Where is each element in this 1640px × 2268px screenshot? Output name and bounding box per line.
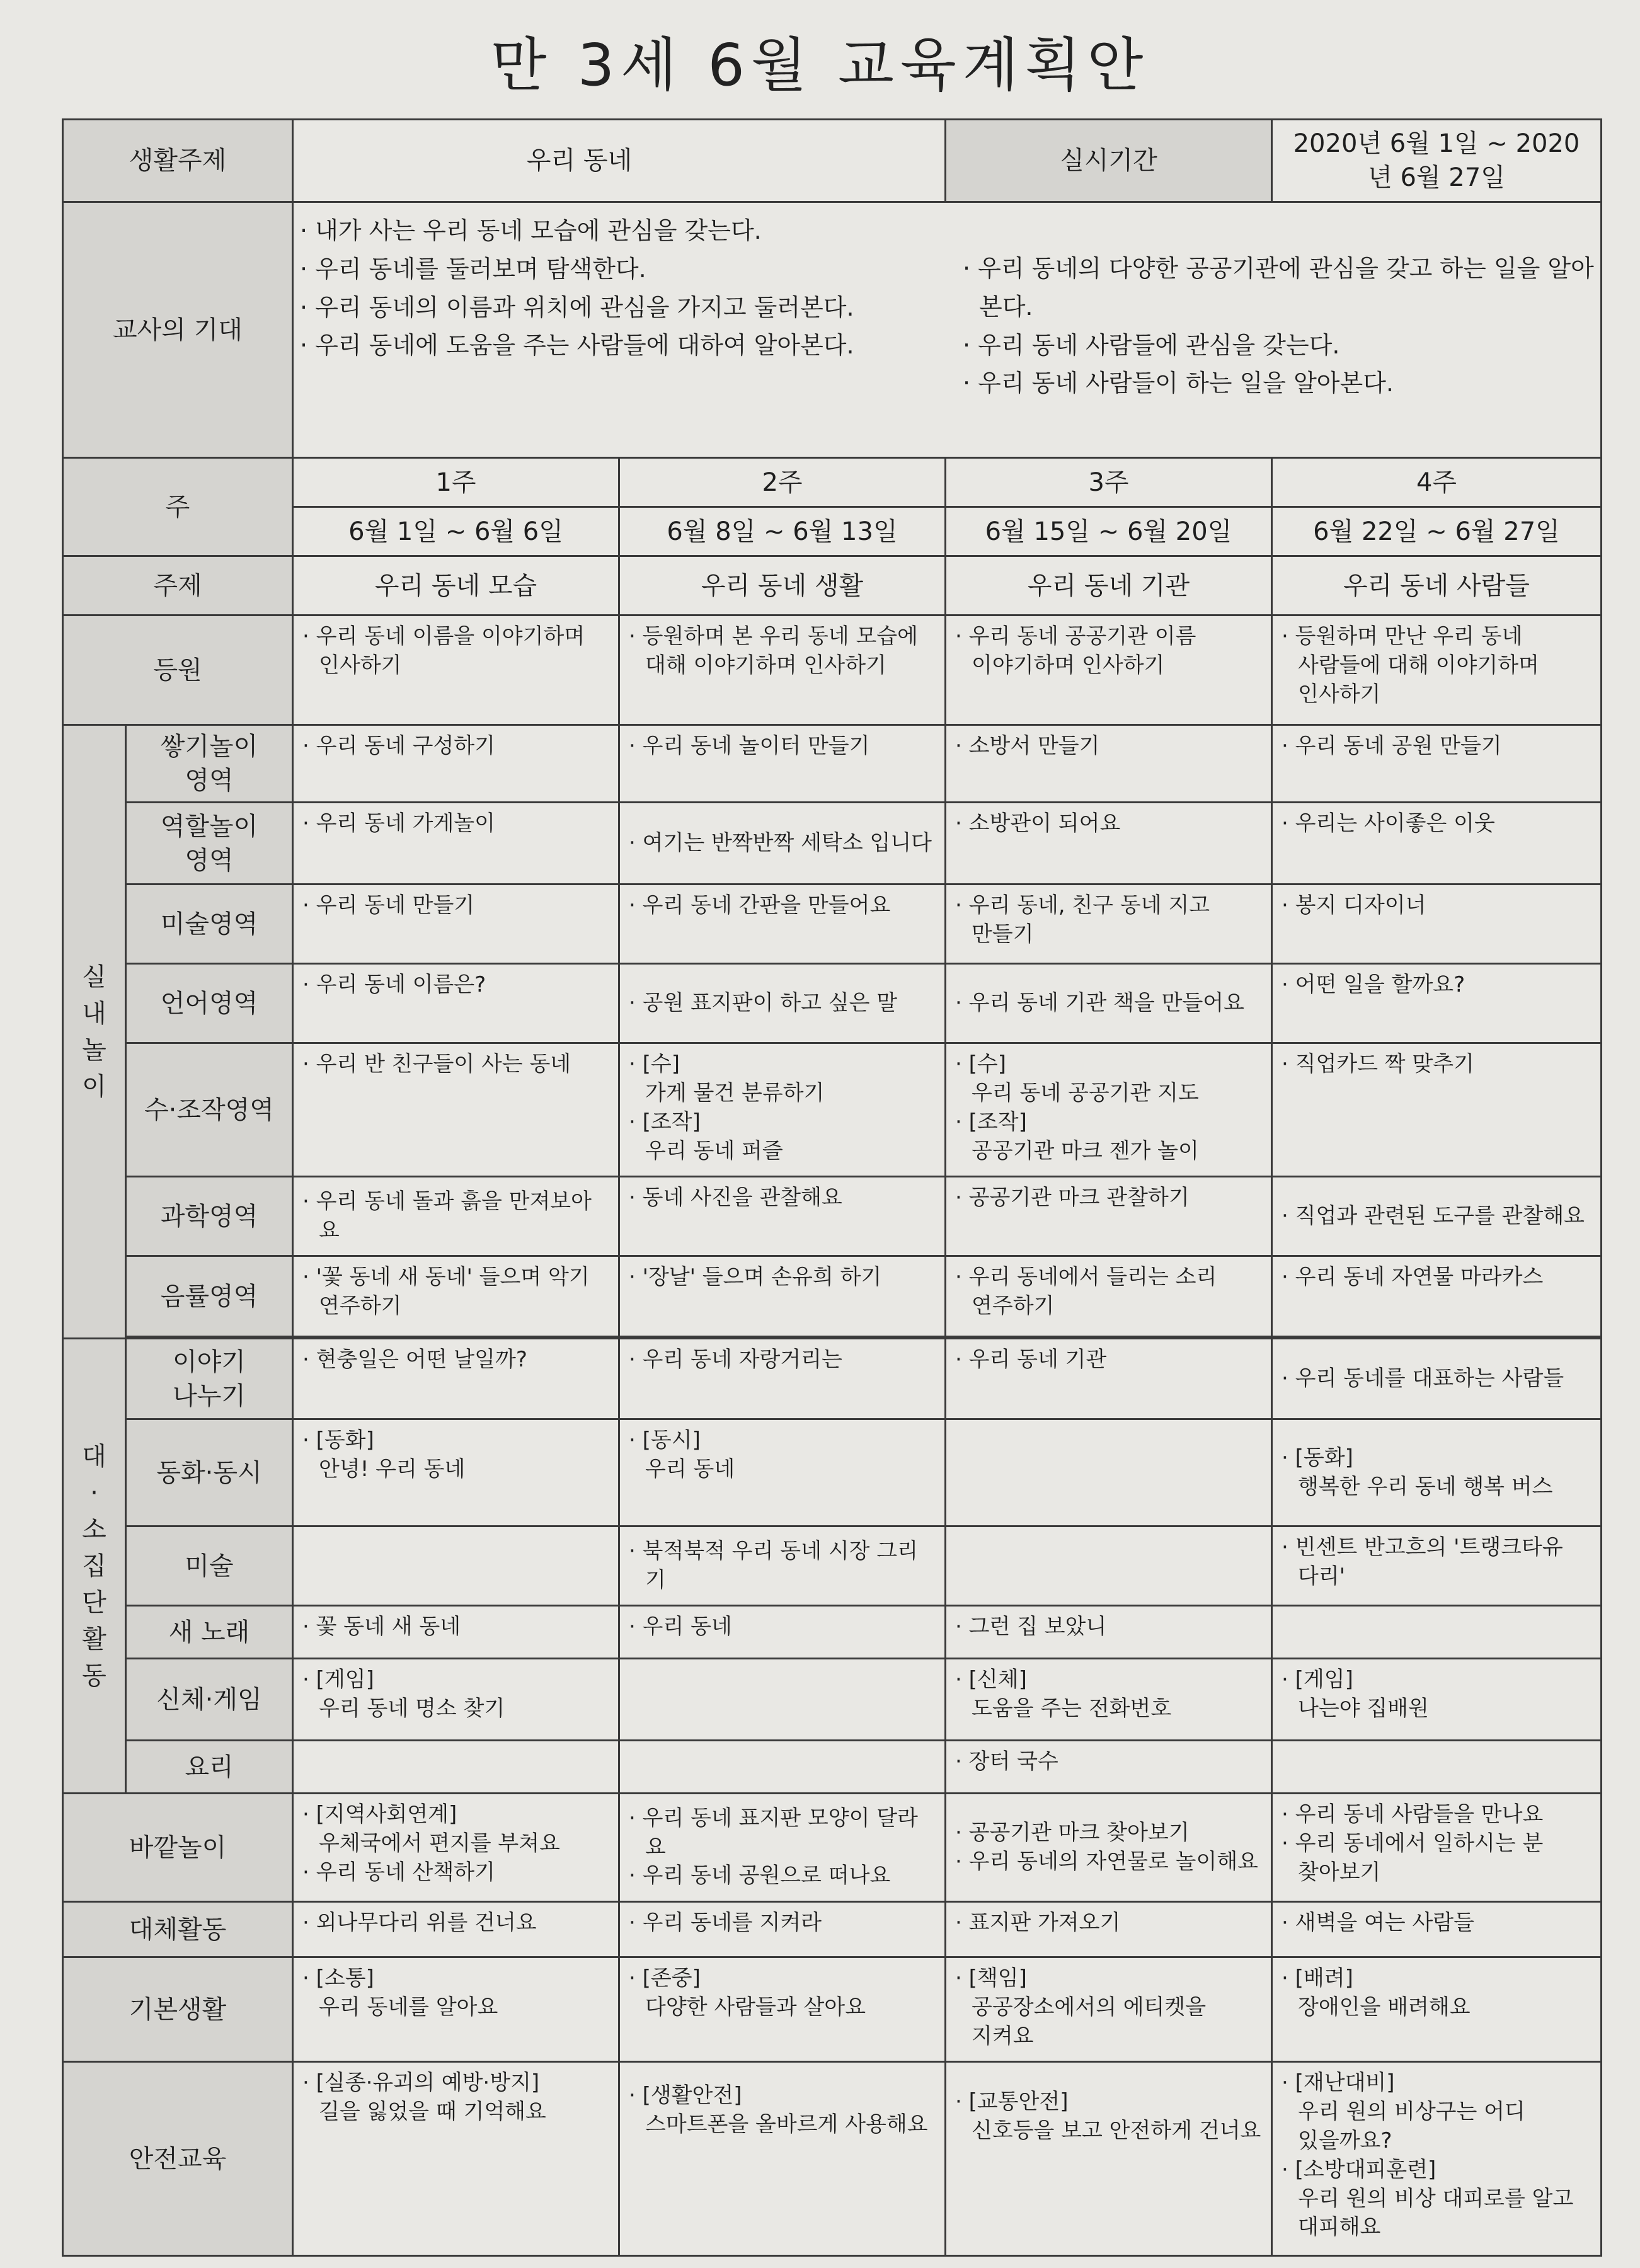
cell <box>946 803 1272 885</box>
cell <box>619 1606 946 1659</box>
row-art2 <box>63 1526 1602 1606</box>
cell-item: · 우리 동네 <box>629 1613 936 1642</box>
row-song <box>63 1606 1602 1659</box>
cell <box>619 1659 946 1741</box>
expectation-item: · 우리 동네를 둘러보며 탐색한다. <box>300 250 931 289</box>
row-block <box>63 725 1602 803</box>
cell-item: · 우리 동네 놀이터 만들기 <box>629 732 936 761</box>
cell-item: · [실종·유괴의 예방·방지] 길을 잃었을 때 기억해요 <box>302 2069 609 2127</box>
cell <box>293 1794 619 1902</box>
cell <box>619 2062 946 2256</box>
row-label: 기본생활 <box>63 1957 293 2062</box>
cell-item: · [동시] 우리 동네 <box>629 1426 936 1484</box>
cell <box>293 1043 619 1177</box>
cell-item: · '꽃 동네 새 동네' 들으며 악기 연주하기 <box>302 1263 609 1321</box>
cell <box>1272 885 1602 964</box>
cell <box>293 964 619 1043</box>
cell <box>1272 1659 1602 1741</box>
row-science <box>63 1177 1602 1256</box>
week-label: 주 <box>63 458 293 556</box>
row-label: 수·조작영역 <box>126 1043 293 1177</box>
cell-item: · 어떤 일을 할까요? <box>1282 971 1591 1000</box>
cell-item: · 등원하며 본 우리 동네 모습에 대해 이야기하며 인사하기 <box>629 622 936 680</box>
cell-item: · 우리 동네 자랑거리는 <box>629 1346 936 1375</box>
cell <box>1272 2062 1602 2256</box>
cell-item: · [재난대비] 우리 원의 비상구는 어디 있을까요? <box>1282 2069 1591 2156</box>
cell-item: · 우리 동네 이름을 이야기하며 인사하기 <box>302 622 609 680</box>
cell <box>293 1741 619 1794</box>
cell-item: · [생활안전] 스마트폰을 올바르게 사용해요 <box>629 2082 936 2139</box>
cell <box>619 1957 946 2062</box>
cell-item: · 봉지 디자이너 <box>1282 891 1591 920</box>
cell-item: · [배려] 장애인을 배려해요 <box>1282 1964 1591 2022</box>
cell-item: · 꽃 동네 새 동네 <box>302 1613 609 1642</box>
row-label: 바깥놀이 <box>63 1794 293 1902</box>
cell-item: · [게임] 나는야 집배원 <box>1282 1666 1591 1724</box>
expectation-content <box>293 202 1602 458</box>
cell-item: · [교통안전] 신호등을 보고 안전하게 건너요 <box>955 2088 1262 2146</box>
row-story <box>63 1419 1602 1526</box>
cell-item: · [조작] 우리 동네 퍼즐 <box>629 1108 936 1166</box>
cell-item: · 직업카드 짝 맞추기 <box>1282 1050 1591 1079</box>
cell-item: · [소방대피훈련] 우리 원의 비상 대피로를 알고 대피해요 <box>1282 2156 1591 2243</box>
cell <box>619 616 946 725</box>
cell <box>1272 1419 1602 1526</box>
cell <box>946 616 1272 725</box>
row-label: 등원 <box>63 616 293 725</box>
cell <box>619 725 946 803</box>
cell-item: · 소방관이 되어요 <box>955 810 1262 839</box>
cell-item: · 공공기관 마크 관찰하기 <box>955 1184 1262 1213</box>
cell <box>946 1902 1272 1957</box>
cell <box>619 1741 946 1794</box>
row-label: 쌓기놀이 영역 <box>126 725 293 803</box>
cell <box>619 1526 946 1606</box>
cell-item: · [수] 우리 동네 공공기관 지도 <box>955 1050 1262 1108</box>
cell <box>1272 1177 1602 1256</box>
week-dates: 6월 22일 ~ 6월 27일 <box>1272 507 1602 556</box>
cell <box>946 1177 1272 1256</box>
cell-item: · 우리 동네 표지판 모양이 달라요 <box>629 1804 936 1862</box>
cell-item: · 우리 동네 이름은? <box>302 971 609 1000</box>
cell-item: · 우리 동네에서 들리는 소리 연주하기 <box>955 1263 1262 1321</box>
cell <box>1272 1606 1602 1659</box>
row-basic <box>63 1957 1602 2062</box>
cell-item: · 등원하며 만난 우리 동네 사람들에 대해 이야기하며 인사하기 <box>1282 622 1591 709</box>
cell <box>946 1606 1272 1659</box>
cell-item: · 공원 표지판이 하고 싶은 말 <box>629 989 936 1018</box>
cell-item: · 우리 동네, 친구 동네 지고 만들기 <box>955 891 1262 949</box>
cell <box>619 1419 946 1526</box>
row-game <box>63 1659 1602 1741</box>
cell-item: · [존중] 다양한 사람들과 살아요 <box>629 1964 936 2022</box>
cell-item: · 우리 동네의 자연물로 놀이해요 <box>955 1848 1262 1877</box>
cell-item: · [동화] 행복한 우리 동네 행복 버스 <box>1282 1444 1591 1502</box>
theme-label: 생활주제 <box>63 120 293 202</box>
row-math <box>63 1043 1602 1177</box>
cell-item: · 우리 동네 기관 <box>955 1346 1262 1375</box>
cell <box>619 1339 946 1419</box>
cell-item: · 우리 동네 기관 책을 만들어요 <box>955 989 1262 1018</box>
cell-item: · 동네 사진을 관찰해요 <box>629 1184 936 1213</box>
cell-item: · 우리 동네 가게놀이 <box>302 810 609 839</box>
cell <box>946 1659 1272 1741</box>
cell-item: · 우리 동네 사람들을 만나요 <box>1282 1801 1591 1830</box>
cell-item: · 우리는 사이좋은 이웃 <box>1282 810 1591 839</box>
cell-item: · 우리 동네 자연물 마라카스 <box>1282 1263 1591 1292</box>
cell <box>293 1177 619 1256</box>
group-label-group <box>63 1339 126 1794</box>
cell-item: · 우리 동네 간판을 만들어요 <box>629 891 936 920</box>
row-label: 신체·게임 <box>126 1659 293 1741</box>
theme-value: 우리 동네 <box>293 120 946 202</box>
topic-value: 우리 동네 모습 <box>293 556 619 616</box>
row-label: 언어영역 <box>126 964 293 1043</box>
cell <box>946 1526 1272 1606</box>
cell-item: · [책임] 공공장소에서의 에티켓을 지켜요 <box>955 1964 1262 2051</box>
cell-item: · 직업과 관련된 도구를 관찰해요 <box>1282 1202 1591 1231</box>
cell-item: · 새벽을 여는 사람들 <box>1282 1909 1591 1938</box>
cell-item: · 우리 동네 구성하기 <box>302 732 609 761</box>
cell <box>946 1419 1272 1526</box>
expectation-item: · 내가 사는 우리 동네 모습에 관심을 갖는다. <box>300 212 931 250</box>
cell <box>1272 1339 1602 1419</box>
header-row <box>63 120 1602 202</box>
cell <box>1272 1741 1602 1794</box>
row-role <box>63 803 1602 885</box>
week-name: 1주 <box>293 458 619 507</box>
row-cook <box>63 1741 1602 1794</box>
cell-item: · 우리 동네 산책하기 <box>302 1858 609 1887</box>
cell-item: · 우리 동네 돌과 흙을 만져보아요 <box>302 1188 609 1246</box>
week-name: 3주 <box>946 458 1272 507</box>
cell <box>619 1256 946 1337</box>
row-label: 안전교육 <box>63 2062 293 2256</box>
cell <box>946 1741 1272 1794</box>
topic-value: 우리 동네 기관 <box>946 556 1272 616</box>
cell <box>293 1659 619 1741</box>
cell <box>293 1957 619 2062</box>
cell-item: · 우리 동네를 대표하는 사람들 <box>1282 1365 1591 1394</box>
cell-item: · 표지판 가져오기 <box>955 1909 1262 1938</box>
cell-item: · [동화] 안녕! 우리 동네 <box>302 1426 609 1484</box>
row-safety <box>63 2062 1602 2256</box>
cell-item: · 빈센트 반고흐의 '트랭크타유 다리' <box>1282 1533 1591 1591</box>
row-label: 동화·동시 <box>126 1419 293 1526</box>
cell <box>619 1177 946 1256</box>
topic-value: 우리 동네 생활 <box>619 556 946 616</box>
cell <box>293 2062 619 2256</box>
cell <box>946 885 1272 964</box>
cell <box>946 725 1272 803</box>
week-dates: 6월 15일 ~ 6월 20일 <box>946 507 1272 556</box>
period-label: 실시기간 <box>946 120 1272 202</box>
cell-item: · 현충일은 어떤 날일까? <box>302 1346 609 1375</box>
cell <box>619 1902 946 1957</box>
cell <box>1272 1957 1602 2062</box>
group-label-indoor <box>63 725 126 1339</box>
cell <box>1272 616 1602 725</box>
row-talk <box>63 1339 1602 1419</box>
row-label: 대체활동 <box>63 1902 293 1957</box>
cell <box>293 616 619 725</box>
row-label: 미술 <box>126 1526 293 1606</box>
row-music <box>63 1256 1602 1337</box>
cell <box>1272 1526 1602 1606</box>
cell <box>293 885 619 964</box>
row-arrival <box>63 616 1602 725</box>
row-language <box>63 964 1602 1043</box>
expectation-row <box>63 202 1602 458</box>
week-dates: 6월 8일 ~ 6월 13일 <box>619 507 946 556</box>
cell <box>293 1419 619 1526</box>
period-value: 2020년 6월 1일 ~ 2020년 6월 27일 <box>1272 120 1602 202</box>
expectation-item: · 우리 동네의 이름과 위치에 관심을 가지고 둘러본다. <box>300 289 931 327</box>
cell-item: · 그런 집 보았니 <box>955 1613 1262 1642</box>
cell-item: · [게임] 우리 동네 명소 찾기 <box>302 1666 609 1724</box>
cell <box>619 803 946 885</box>
cell <box>293 1256 619 1337</box>
cell <box>946 964 1272 1043</box>
cell-item: · 우리 동네를 지켜라 <box>629 1909 936 1938</box>
cell-item: · 외나무다리 위를 건너요 <box>302 1909 609 1938</box>
cell <box>946 1957 1272 2062</box>
cell-item: · '장날' 들으며 손유희 하기 <box>629 1263 936 1292</box>
cell-item: · 우리 동네 공원으로 떠나요 <box>629 1862 936 1891</box>
week-name: 4주 <box>1272 458 1602 507</box>
cell-item: · 우리 동네에서 일하시는 분 찾아보기 <box>1282 1830 1591 1887</box>
group-label-text: 대·소집단활동 <box>82 1441 106 1690</box>
cell <box>293 1606 619 1659</box>
cell <box>1272 1794 1602 1902</box>
cell <box>619 964 946 1043</box>
cell <box>1272 1043 1602 1177</box>
cell-item: · 공공기관 마크 찾아보기 <box>955 1819 1262 1848</box>
cell <box>946 1256 1272 1337</box>
row-label: 새 노래 <box>126 1606 293 1659</box>
row-label: 이야기 나누기 <box>126 1339 293 1419</box>
row-label: 과학영역 <box>126 1177 293 1256</box>
cell-item: · [조작] 공공기관 마크 젠가 놀이 <box>955 1108 1262 1166</box>
cell <box>946 1339 1272 1419</box>
week-row <box>63 458 1602 507</box>
cell-item: · 우리 동네 만들기 <box>302 891 609 920</box>
cell <box>293 803 619 885</box>
cell-item: · 소방서 만들기 <box>955 732 1262 761</box>
cell <box>293 1339 619 1419</box>
cell <box>619 1794 946 1902</box>
expectation-item: · 우리 동네의 다양한 공공기관에 관심을 갖고 하는 일을 알아본다. <box>963 249 1594 326</box>
row-outdoor <box>63 1794 1602 1902</box>
expectation-item: · 우리 동네 사람들이 하는 일을 알아본다. <box>963 364 1594 403</box>
cell-item: · 우리 반 친구들이 사는 동네 <box>302 1050 609 1079</box>
cell-item: · [수] 가게 물건 분류하기 <box>629 1050 936 1108</box>
cell <box>1272 1902 1602 1957</box>
week-dates: 6월 1일 ~ 6월 6일 <box>293 507 619 556</box>
cell-item: · [신체] 도움을 주는 전화번호 <box>955 1666 1262 1724</box>
cell-item: · [소통] 우리 동네를 알아요 <box>302 1964 609 2022</box>
expectation-item: · 우리 동네에 도움을 주는 사람들에 대하여 알아본다. <box>300 326 931 365</box>
expectation-item: · 우리 동네 사람들에 관심을 갖는다. <box>963 326 1594 365</box>
cell-item: · [지역사회연계] 우체국에서 편지를 부쳐요 <box>302 1801 609 1858</box>
cell <box>946 2062 1272 2256</box>
cell <box>1272 803 1602 885</box>
expectation-label: 교사의 기대 <box>63 202 293 458</box>
row-art <box>63 885 1602 964</box>
plan-table <box>62 118 1602 2257</box>
cell <box>293 1526 619 1606</box>
cell <box>619 1043 946 1177</box>
group-label-text: 실내놀이 <box>82 962 106 1101</box>
page-title: 만 3세 6월 교육계획안 <box>490 32 1150 99</box>
cell-item: · 여기는 반짝반짝 세탁소 입니다 <box>629 829 936 858</box>
cell-item: · 우리 동네 공원 만들기 <box>1282 732 1591 761</box>
row-label: 역할놀이 영역 <box>126 803 293 885</box>
week-date-row <box>63 507 1602 556</box>
cell <box>1272 1256 1602 1337</box>
cell <box>1272 725 1602 803</box>
cell <box>1272 964 1602 1043</box>
cell-item: · 우리 동네 공공기관 이름 이야기하며 인사하기 <box>955 622 1262 680</box>
row-label: 미술영역 <box>126 885 293 964</box>
topic-value: 우리 동네 사람들 <box>1272 556 1602 616</box>
row-alt <box>63 1902 1602 1957</box>
row-label: 요리 <box>126 1741 293 1794</box>
cell <box>293 725 619 803</box>
topic-label: 주제 <box>63 556 293 616</box>
topic-row <box>63 556 1602 616</box>
cell <box>946 1794 1272 1902</box>
cell-item: · 북적북적 우리 동네 시장 그리기 <box>629 1537 936 1595</box>
cell <box>619 885 946 964</box>
cell <box>946 1043 1272 1177</box>
row-label: 음률영역 <box>126 1256 293 1337</box>
cell-item: · 장터 국수 <box>955 1748 1262 1777</box>
cell <box>293 1902 619 1957</box>
week-name: 2주 <box>619 458 946 507</box>
